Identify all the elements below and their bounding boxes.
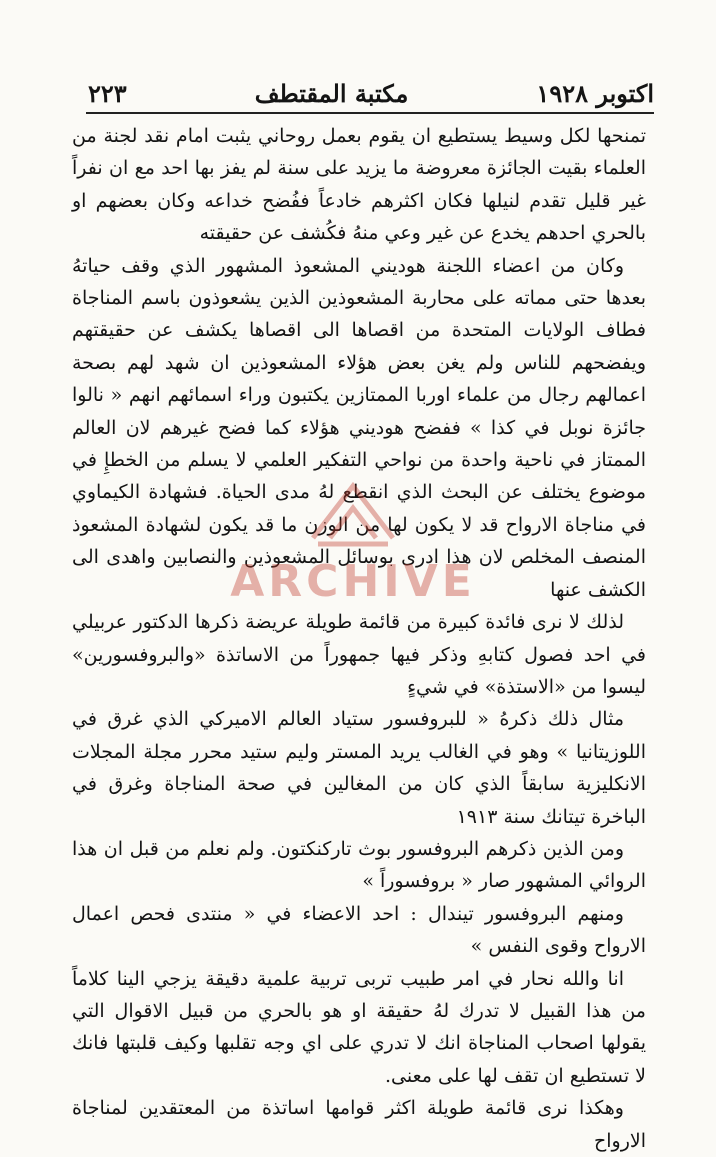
- header-rule: [86, 112, 654, 114]
- article-body: [72, 120, 646, 1157]
- paragraph: انا والله نحار في امر طبيب تربى تربية علمية دقيقة يزجي الينا كلاماً من هذا القبيل لا تدرك لهُ حقيقة او هو بالحري من قبيل الاقوال التي يقولها اصحاب المناجاة انك لا تدري على اي وجه تقلبها وكيف قلبتها فانك لا تستطيع ان تقف لها على معنى.: [72, 967, 646, 1087]
- paragraph: وكان من اعضاء اللجنة هوديني المشعوذ المشهور الذي وقف حياتهُ بعدها حتى مماته على محاربة المشعوذين الذين يشعوذون باسم المناجاة فطاف الولايات المتحدة من اقصاها الى اقصاها يكشف عن حقيقتهم ويفضحهم للناس ولم يغن بعض هؤلاء المشعوذين ان شهد لهم بصحة اعمالهم رجال من علماء اوربا الممتازين يكتبون وراء اسمائهم انهم « نالوا جائزة نوبل في كذا » ففضح هوديني هؤلاء كما فضح غيرهم لان العالم الممتاز في ناحية واحدة من نواحي التفكير العلمي لا يسلم من الخطإِ في موضوع يختلف عن البحث الذي انقطع لهُ مدى الحياة. فشهادة الكيماوي في مناجاة الارواح قد لا يكون لها من الوزن ما قد يكون لشهادة المشعوذ المنصف المخلص لان هذا ادرى بوسائل المشعوذين والنصابين واهدى الى الكشف عنها: [72, 254, 646, 601]
- paragraph: تمنحها لكل وسيط يستطيع ان يقوم بعمل روحاني يثبت امام نقد لجنة من العلماء بقيت الجائزة معروضة ما يزيد على سنة لم يفز بها احد مع ان نفراً غير قليل تقدم لنيلها فكان اكثرهم خادعاً ففُضح خداعه وكان بعضهم او بالحري احدهم يخدع عن غير وعي منهُ فكُشف عن حقيقته: [72, 125, 646, 245]
- paragraph: ومنهم البروفسور تيندال : احد الاعضاء في « منتدى فحص اعمال الارواح وقوى النفس »: [72, 902, 646, 958]
- paragraph: لذلك لا نرى فائدة كبيرة من قائمة طويلة عريضة ذكرها الدكتور عربيلي في احد فصول كتابهِ وذكر فيها جمهوراً من الاساتذة «والبروفسورين» ليسوا من «الاستذة» في شيءٍ: [72, 611, 646, 698]
- paragraph: وهكذا نرى قائمة طويلة اكثر قوامها اساتذة من المعتقدين لمناجاة الارواح: [72, 1097, 646, 1152]
- running-header: [88, 68, 654, 108]
- header-page-number: ٢٢٣: [88, 79, 127, 108]
- header-title: مكتبة المقتطف: [254, 79, 409, 108]
- paragraph: ومن الذين ذكرهم البروفسور بوث تاركنكتون. ولم نعلم من قبل ان هذا الروائي المشهور صار « بروفسوراً »: [72, 837, 646, 893]
- header-date: اكتوبر ١٩٢٨: [536, 79, 654, 108]
- watermark-text: ARCHIVE: [230, 556, 476, 607]
- paragraph: مثال ذلك ذكرهُ « للبروفسور ستياد العالم الاميركي الذي غرق في اللوزيتانيا » وهو في الغالب يريد المستر وليم ستيد محرر مجلة المجلات الانكليزية سابقاً الذي كان من المغالين في صحة المناجاة وغرق في الباخرة تيتانك سنة ١٩١٣: [72, 708, 646, 828]
